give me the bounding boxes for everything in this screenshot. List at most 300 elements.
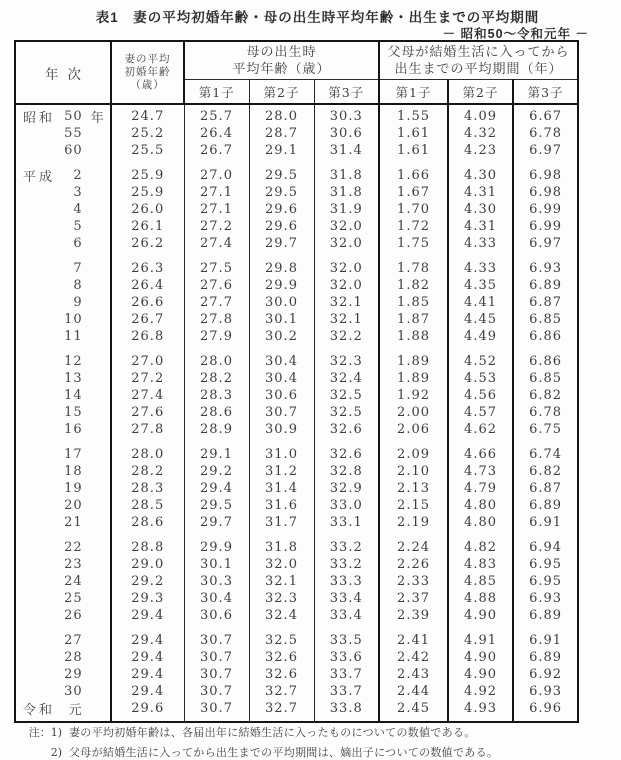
year-cell-content <box>16 184 110 201</box>
value-cell: 1.82 <box>379 277 448 294</box>
table-row <box>15 446 578 463</box>
value-cell: 33.2 <box>314 556 379 573</box>
footnotes <box>14 723 614 760</box>
year-number: 元 <box>68 703 83 718</box>
value-cell: 2.26 <box>379 556 448 573</box>
year-cell-content <box>16 590 110 607</box>
table-row <box>15 607 578 624</box>
value-cell: 1.85 <box>379 294 448 311</box>
value-cell: 4.62 <box>448 421 513 438</box>
spacer-cell <box>314 345 379 353</box>
table-row <box>15 294 578 311</box>
wife-header-line: 妻の平均 <box>124 53 171 65</box>
value-cell: 32.5 <box>314 387 379 404</box>
group-spacer-row <box>15 624 578 632</box>
year-number: 12 <box>64 354 83 369</box>
year-number: 9 <box>73 295 83 310</box>
group-spacer-row <box>15 531 578 539</box>
spacer-cell <box>15 624 111 632</box>
year-number: 18 <box>64 464 83 479</box>
value-cell: 1.55 <box>379 108 448 125</box>
value-cell: 29.9 <box>184 539 249 556</box>
value-cell: 26.4 <box>184 125 249 142</box>
value-cell: 27.6 <box>111 404 184 421</box>
spacer-cell <box>111 624 184 632</box>
value-cell: 4.82 <box>448 539 513 556</box>
table-row <box>15 539 578 556</box>
value-cell: 29.5 <box>249 184 314 201</box>
value-cell: 29.2 <box>111 573 184 590</box>
spacer-cell <box>448 345 513 353</box>
spacer-cell <box>314 531 379 539</box>
value-cell: 28.2 <box>111 463 184 480</box>
value-cell: 27.4 <box>111 387 184 404</box>
spacer-cell <box>513 624 578 632</box>
value-cell: 31.7 <box>249 514 314 531</box>
year-cell-content <box>16 218 110 235</box>
table-row <box>15 632 578 649</box>
year-cell <box>15 683 111 700</box>
value-cell: 4.66 <box>448 446 513 463</box>
subcol-mother-child1: 第1子 <box>184 80 249 105</box>
table-row <box>15 480 578 497</box>
year-cell-content <box>16 514 110 531</box>
value-cell: 31.4 <box>314 142 379 159</box>
value-cell: 27.7 <box>184 294 249 311</box>
value-cell: 2.33 <box>379 573 448 590</box>
value-cell: 27.5 <box>184 260 249 277</box>
year-number: 22 <box>64 540 83 555</box>
value-cell: 4.92 <box>448 683 513 700</box>
period-header-line: 出生までの平均期間（年） <box>394 61 563 77</box>
year-cell-content <box>16 142 110 159</box>
value-cell: 28.8 <box>111 539 184 556</box>
table-row <box>15 370 578 387</box>
year-number: 60 <box>64 143 83 158</box>
value-cell: 29.2 <box>184 463 249 480</box>
value-cell: 2.45 <box>379 700 448 717</box>
value-cell: 33.7 <box>314 683 379 700</box>
value-cell: 25.9 <box>111 167 184 184</box>
spacer-cell <box>111 345 184 353</box>
group-spacer-row <box>15 345 578 353</box>
table-row <box>15 497 578 514</box>
table-row <box>15 184 578 201</box>
value-cell: 1.61 <box>379 142 448 159</box>
spacer-cell <box>379 159 448 167</box>
value-cell: 29.3 <box>111 590 184 607</box>
spacer-cell <box>448 438 513 446</box>
year-cell <box>15 142 111 159</box>
table-row <box>15 277 578 294</box>
group-spacer-row <box>15 438 578 446</box>
value-cell: 6.95 <box>529 557 563 572</box>
value-cell: 28.5 <box>111 497 184 514</box>
year-cell-content <box>16 201 110 218</box>
subcol-mother-child2: 第2子 <box>249 80 314 105</box>
value-cell: 6.78 <box>529 405 563 420</box>
year-cell <box>15 125 111 142</box>
year-cell-content <box>16 607 110 624</box>
year-cell <box>15 573 111 590</box>
table-row <box>15 353 578 370</box>
value-cell: 30.7 <box>184 666 249 683</box>
spacer-cell <box>184 252 249 260</box>
spacer-cell <box>379 252 448 260</box>
value-cell: 32.0 <box>249 556 314 573</box>
value-cell: 27.2 <box>184 218 249 235</box>
year-cell-content <box>16 683 110 700</box>
year-number: 15 <box>64 405 83 420</box>
value-cell: 4.53 <box>448 370 513 387</box>
era-label: 平成 <box>23 170 56 185</box>
year-cell-content <box>16 125 110 142</box>
spacer-cell <box>15 345 111 353</box>
year-cell-content <box>16 421 110 438</box>
value-cell: 28.0 <box>184 353 249 370</box>
subtitle-period-range: － 昭和50～令和元年 － <box>442 27 589 41</box>
col-header-year: 年次 <box>15 41 111 104</box>
value-cell: 4.33 <box>448 260 513 277</box>
value-cell: 32.0 <box>314 235 379 252</box>
value-cell: 33.0 <box>314 497 379 514</box>
value-cell: 28.2 <box>184 370 249 387</box>
value-cell: 6.99 <box>529 202 563 217</box>
group-spacer-row <box>15 717 578 722</box>
value-cell: 32.4 <box>249 607 314 624</box>
value-cell: 4.35 <box>448 277 513 294</box>
value-cell: 27.8 <box>184 311 249 328</box>
value-cell: 4.91 <box>448 632 513 649</box>
subcol-period-child2: 第2子 <box>448 80 513 105</box>
year-cell <box>15 167 111 184</box>
value-cell: 4.83 <box>448 556 513 573</box>
year-cell <box>15 480 111 497</box>
value-cell: 4.33 <box>448 235 513 252</box>
value-cell: 6.97 <box>529 236 563 251</box>
footnote-2 <box>14 743 614 760</box>
value-cell: 32.3 <box>249 590 314 607</box>
value-cell: 6.82 <box>529 464 563 479</box>
spacer-cell <box>513 345 578 353</box>
value-cell: 4.30 <box>448 201 513 218</box>
statistics-table <box>14 40 579 723</box>
year-cell <box>15 218 111 235</box>
spacer-cell <box>314 159 379 167</box>
year-cell <box>15 311 111 328</box>
value-cell: 33.2 <box>314 539 379 556</box>
spacer-cell <box>249 531 314 539</box>
value-cell: 32.6 <box>314 421 379 438</box>
era-label: 令和 <box>23 703 56 718</box>
value-cell: 32.2 <box>314 328 379 345</box>
value-cell: 26.1 <box>111 218 184 235</box>
year-number: 27 <box>64 633 83 648</box>
value-cell: 33.3 <box>314 573 379 590</box>
value-cell: 30.0 <box>249 294 314 311</box>
value-cell: 29.4 <box>111 607 184 624</box>
spacer-cell <box>513 438 578 446</box>
year-cell <box>15 201 111 218</box>
year-cell <box>15 607 111 624</box>
value-cell: 6.89 <box>529 278 563 293</box>
table-row <box>15 387 578 404</box>
year-cell-content <box>16 167 110 184</box>
year-cell <box>15 184 111 201</box>
year-number: 11 <box>64 329 83 344</box>
value-cell: 27.8 <box>111 421 184 438</box>
value-cell: 29.4 <box>111 666 184 683</box>
year-cell-content <box>16 328 110 345</box>
value-cell: 30.1 <box>184 556 249 573</box>
year-cell <box>15 446 111 463</box>
value-cell: 30.3 <box>184 573 249 590</box>
year-cell <box>15 700 111 717</box>
value-cell: 27.1 <box>184 201 249 218</box>
year-cell <box>15 294 111 311</box>
value-cell: 33.8 <box>314 700 379 717</box>
spacer-cell <box>184 624 249 632</box>
value-cell: 25.7 <box>184 108 249 125</box>
value-cell: 31.8 <box>314 184 379 201</box>
value-cell: 1.88 <box>379 328 448 345</box>
table-row <box>15 260 578 277</box>
spacer-cell <box>184 159 249 167</box>
value-cell: 32.4 <box>314 370 379 387</box>
value-cell: 4.49 <box>448 328 513 345</box>
table-row <box>15 463 578 480</box>
value-cell: 2.41 <box>379 632 448 649</box>
table-row <box>15 573 578 590</box>
spacer-cell <box>513 531 578 539</box>
value-cell: 6.93 <box>529 261 563 276</box>
value-cell: 32.1 <box>314 311 379 328</box>
era-label: 昭和 <box>23 111 56 126</box>
year-number: 3 <box>73 185 83 200</box>
spacer-cell <box>15 252 111 260</box>
value-cell: 33.7 <box>314 666 379 683</box>
value-cell: 6.75 <box>529 422 563 437</box>
page-title: 表1 妻の平均初婚年齢・母の出生時平均年齢・出生までの平均期間 <box>95 10 540 25</box>
year-number: 6 <box>73 236 83 251</box>
value-cell: 6.95 <box>529 574 563 589</box>
value-cell: 6.86 <box>529 329 563 344</box>
value-cell: 4.88 <box>448 590 513 607</box>
spacer-cell <box>249 159 314 167</box>
value-cell: 1.89 <box>379 353 448 370</box>
value-cell: 31.0 <box>249 446 314 463</box>
spacer-cell <box>111 717 184 722</box>
value-cell: 29.4 <box>184 480 249 497</box>
value-cell: 26.7 <box>184 142 249 159</box>
year-cell <box>15 353 111 370</box>
spacer-cell <box>249 438 314 446</box>
value-cell: 29.0 <box>111 556 184 573</box>
spacer-cell <box>379 717 448 722</box>
year-cell-content <box>16 370 110 387</box>
year-number: 29 <box>64 667 83 682</box>
spacer-cell <box>379 438 448 446</box>
value-cell: 32.5 <box>249 632 314 649</box>
value-cell: 28.6 <box>111 514 184 531</box>
spacer-cell <box>448 624 513 632</box>
year-cell-content <box>16 446 110 463</box>
value-cell: 4.80 <box>448 514 513 531</box>
year-cell-content <box>16 108 110 125</box>
spacer-cell <box>513 252 578 260</box>
table-row <box>15 328 578 345</box>
table-row <box>15 666 578 683</box>
table-row <box>15 142 578 159</box>
value-cell: 29.1 <box>249 142 314 159</box>
spacer-cell <box>184 531 249 539</box>
value-cell: 24.7 <box>111 108 184 125</box>
value-cell: 1.78 <box>379 260 448 277</box>
value-cell: 30.6 <box>249 387 314 404</box>
year-number: 5 <box>73 219 83 234</box>
value-cell: 30.7 <box>184 649 249 666</box>
value-cell: 32.5 <box>314 404 379 421</box>
value-cell: 6.89 <box>529 608 563 623</box>
table-header <box>15 41 578 104</box>
value-cell: 30.6 <box>314 125 379 142</box>
spacer-cell <box>15 438 111 446</box>
value-cell: 2.09 <box>379 446 448 463</box>
spacer-cell <box>15 531 111 539</box>
value-cell: 31.4 <box>249 480 314 497</box>
table-row <box>15 108 578 125</box>
value-cell: 28.3 <box>111 480 184 497</box>
spacer-cell <box>111 531 184 539</box>
year-cell-content <box>16 463 110 480</box>
value-cell: 4.90 <box>448 607 513 624</box>
year-cell-content <box>16 260 110 277</box>
value-cell: 6.97 <box>529 143 563 158</box>
value-cell: 25.2 <box>111 125 184 142</box>
value-cell: 32.7 <box>249 683 314 700</box>
value-cell: 29.9 <box>249 277 314 294</box>
value-cell: 28.3 <box>184 387 249 404</box>
year-cell-content <box>16 277 110 294</box>
table-row <box>15 514 578 531</box>
value-cell: 6.87 <box>529 481 563 496</box>
year-cell <box>15 260 111 277</box>
value-cell: 4.31 <box>448 184 513 201</box>
value-cell: 26.3 <box>111 260 184 277</box>
table-row <box>15 404 578 421</box>
spacer-cell <box>379 345 448 353</box>
year-cell <box>15 539 111 556</box>
spacer-cell <box>249 252 314 260</box>
value-cell: 30.4 <box>249 370 314 387</box>
value-cell: 6.98 <box>529 185 563 200</box>
year-cell-content <box>16 556 110 573</box>
value-cell: 4.56 <box>448 387 513 404</box>
value-cell: 6.74 <box>529 447 563 462</box>
year-cell-content <box>16 353 110 370</box>
year-cell <box>15 463 111 480</box>
value-cell: 2.43 <box>379 666 448 683</box>
subcol-mother-child3: 第3子 <box>314 80 379 105</box>
value-cell: 32.9 <box>314 480 379 497</box>
year-cell-content <box>16 632 110 649</box>
value-cell: 29.7 <box>249 235 314 252</box>
value-cell: 29.6 <box>249 218 314 235</box>
value-cell: 30.3 <box>314 108 379 125</box>
year-number: 2 <box>73 168 83 183</box>
value-cell: 28.0 <box>249 108 314 125</box>
year-cell <box>15 556 111 573</box>
value-cell: 32.0 <box>314 260 379 277</box>
year-cell-content <box>16 311 110 328</box>
value-cell: 1.87 <box>379 311 448 328</box>
value-cell: 6.93 <box>529 591 563 606</box>
value-cell: 29.4 <box>111 632 184 649</box>
footnote-2-label: 2) <box>50 746 62 759</box>
year-number: 4 <box>73 202 83 217</box>
value-cell: 6.67 <box>529 109 563 124</box>
value-cell: 2.37 <box>379 590 448 607</box>
value-cell: 4.52 <box>448 353 513 370</box>
value-cell: 31.9 <box>314 201 379 218</box>
value-cell: 6.94 <box>529 540 563 555</box>
table-row <box>15 421 578 438</box>
spacer-cell <box>249 717 314 722</box>
value-cell: 27.6 <box>184 277 249 294</box>
value-cell: 4.30 <box>448 167 513 184</box>
year-number: 28 <box>64 650 83 665</box>
year-suffix: 年 <box>90 111 105 126</box>
year-number: 21 <box>64 515 83 530</box>
value-cell: 32.6 <box>314 446 379 463</box>
year-number: 7 <box>73 261 83 276</box>
year-number: 24 <box>64 574 83 589</box>
value-cell: 29.4 <box>111 683 184 700</box>
table-row <box>15 311 578 328</box>
value-cell: 4.23 <box>448 142 513 159</box>
mother-header-line: 母の出生時 <box>246 44 317 60</box>
year-cell-content <box>16 573 110 590</box>
value-cell: 2.13 <box>379 480 448 497</box>
value-cell: 25.9 <box>111 184 184 201</box>
value-cell: 28.0 <box>111 446 184 463</box>
spacer-cell <box>111 438 184 446</box>
year-number: 20 <box>64 498 83 513</box>
value-cell: 6.82 <box>529 388 563 403</box>
value-cell: 6.86 <box>529 354 563 369</box>
spacer-cell <box>184 717 249 722</box>
year-cell-content <box>16 497 110 514</box>
year-number: 8 <box>73 278 83 293</box>
value-cell: 33.6 <box>314 649 379 666</box>
group-spacer-row <box>15 159 578 167</box>
value-cell: 29.4 <box>111 649 184 666</box>
value-cell: 32.0 <box>314 218 379 235</box>
spacer-cell <box>184 438 249 446</box>
value-cell: 4.85 <box>448 573 513 590</box>
value-cell: 2.24 <box>379 539 448 556</box>
value-cell: 26.0 <box>111 201 184 218</box>
footnote-1 <box>14 723 614 743</box>
col-header-period-marriage-to-birth <box>379 41 578 80</box>
mother-header-line: 平均年齢（歳） <box>232 61 331 77</box>
year-number: 17 <box>64 447 83 462</box>
year-number: 19 <box>64 481 83 496</box>
year-cell-content <box>16 387 110 404</box>
value-cell: 30.6 <box>184 607 249 624</box>
group-spacer-row <box>15 252 578 260</box>
wife-header-line: 初婚年齢 <box>124 66 171 78</box>
